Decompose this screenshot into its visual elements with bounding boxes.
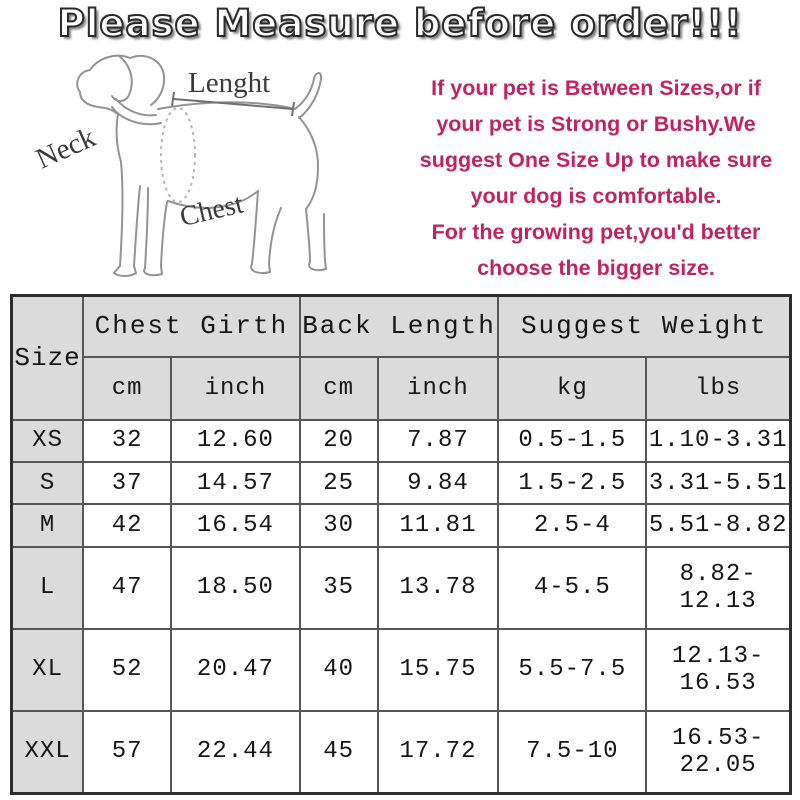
value-cell: 1.10-3.31 bbox=[646, 420, 790, 462]
unit-header-kg: kg bbox=[498, 357, 646, 420]
size-cell: L bbox=[12, 547, 84, 629]
value-cell: 18.50 bbox=[171, 547, 300, 629]
size-cell: XS bbox=[12, 420, 84, 462]
value-cell: 20 bbox=[300, 420, 378, 462]
size-chart-table bbox=[10, 294, 792, 795]
value-cell: 7.5-10 bbox=[498, 711, 646, 794]
value-cell: 14.57 bbox=[171, 462, 300, 504]
value-cell: 3.31-5.51 bbox=[646, 462, 790, 504]
table-row bbox=[12, 462, 791, 504]
value-cell: 1.5-2.5 bbox=[498, 462, 646, 504]
size-cell: XL bbox=[12, 629, 84, 711]
value-cell: 45 bbox=[300, 711, 378, 794]
value-cell: 22.44 bbox=[171, 711, 300, 794]
table-row bbox=[12, 504, 791, 546]
value-cell: 20.47 bbox=[171, 629, 300, 711]
value-cell: 2.5-4 bbox=[498, 504, 646, 546]
value-cell: 7.87 bbox=[378, 420, 499, 462]
table-row bbox=[12, 420, 791, 462]
sizing-advice bbox=[394, 70, 798, 286]
value-cell: 12.13-16.53 bbox=[646, 629, 790, 711]
unit-header-lbs: lbs bbox=[646, 357, 790, 420]
value-cell: 15.75 bbox=[378, 629, 499, 711]
table-row bbox=[12, 711, 791, 794]
value-cell: 13.78 bbox=[378, 547, 499, 629]
col-header-size: Size bbox=[12, 296, 84, 420]
advice-line: choose the bigger size. bbox=[477, 256, 715, 280]
value-cell: 42 bbox=[83, 504, 171, 546]
advice-line: If your pet is Between Sizes,or if bbox=[431, 76, 761, 100]
dog-hind-leg1-a bbox=[252, 191, 258, 264]
size-cell: XXL bbox=[12, 711, 84, 794]
value-cell: 32 bbox=[83, 420, 171, 462]
dog-tail-line bbox=[295, 73, 321, 118]
dog-head-line bbox=[77, 56, 164, 105]
unit-header-cm: cm bbox=[83, 357, 171, 420]
advice-line: For the growing pet,you'd better bbox=[431, 220, 761, 244]
dog-front-leg2-a bbox=[145, 188, 148, 268]
size-cell: S bbox=[12, 462, 84, 504]
value-cell: 5.5-7.5 bbox=[498, 629, 646, 711]
value-cell: 30 bbox=[300, 504, 378, 546]
value-cell: 47 bbox=[83, 547, 171, 629]
advice-line: your dog is comfortable. bbox=[470, 184, 722, 208]
chest-label: Chest bbox=[177, 188, 247, 234]
dog-measurement-diagram bbox=[18, 52, 400, 286]
value-cell: 16.54 bbox=[171, 504, 300, 546]
unit-header-inch: inch bbox=[171, 357, 300, 420]
dog-outline-drawing bbox=[18, 52, 400, 286]
value-cell: 52 bbox=[83, 629, 171, 711]
value-cell: 37 bbox=[83, 462, 171, 504]
value-cell: 12.60 bbox=[171, 420, 300, 462]
value-cell: 0.5-1.5 bbox=[498, 420, 646, 462]
dog-ear-line bbox=[112, 56, 132, 101]
value-cell: 25 bbox=[300, 462, 378, 504]
unit-header-cm: cm bbox=[300, 357, 378, 420]
col-header-suggest-weight: Suggest Weight bbox=[498, 296, 790, 357]
page-title: Please Measure before order!!! bbox=[57, 2, 743, 45]
value-cell: 16.53-22.05 bbox=[646, 711, 790, 794]
value-cell: 11.81 bbox=[378, 504, 499, 546]
length-label: Lenght bbox=[188, 67, 271, 99]
col-header-chest-girth: Chest Girth bbox=[83, 296, 300, 357]
dog-front-leg1 bbox=[114, 186, 140, 276]
value-cell: 40 bbox=[300, 629, 378, 711]
col-header-back-length: Back Length bbox=[300, 296, 499, 357]
neck-label: Neck bbox=[31, 121, 101, 176]
advice-line: your pet is Strong or Bushy.We bbox=[436, 112, 756, 136]
size-cell: M bbox=[12, 504, 84, 546]
dog-chest-front-line bbox=[117, 114, 123, 266]
advice-line: suggest One Size Up to make sure bbox=[419, 148, 773, 172]
value-cell: 8.82-12.13 bbox=[646, 547, 790, 629]
table-row bbox=[12, 547, 791, 629]
unit-header-inch: inch bbox=[378, 357, 499, 420]
table-row bbox=[12, 629, 791, 711]
dog-hind-leg2-a bbox=[299, 117, 318, 262]
value-cell: 35 bbox=[300, 547, 378, 629]
chest-girth-ellipse bbox=[161, 108, 195, 202]
value-cell: 57 bbox=[83, 711, 171, 794]
value-cell: 4-5.5 bbox=[498, 547, 646, 629]
value-cell: 5.51-8.82 bbox=[646, 504, 790, 546]
dog-hind-leg2-b bbox=[309, 214, 326, 270]
value-cell: 17.72 bbox=[378, 711, 499, 794]
dog-muzzle-line bbox=[80, 92, 116, 113]
value-cell: 9.84 bbox=[378, 462, 499, 504]
